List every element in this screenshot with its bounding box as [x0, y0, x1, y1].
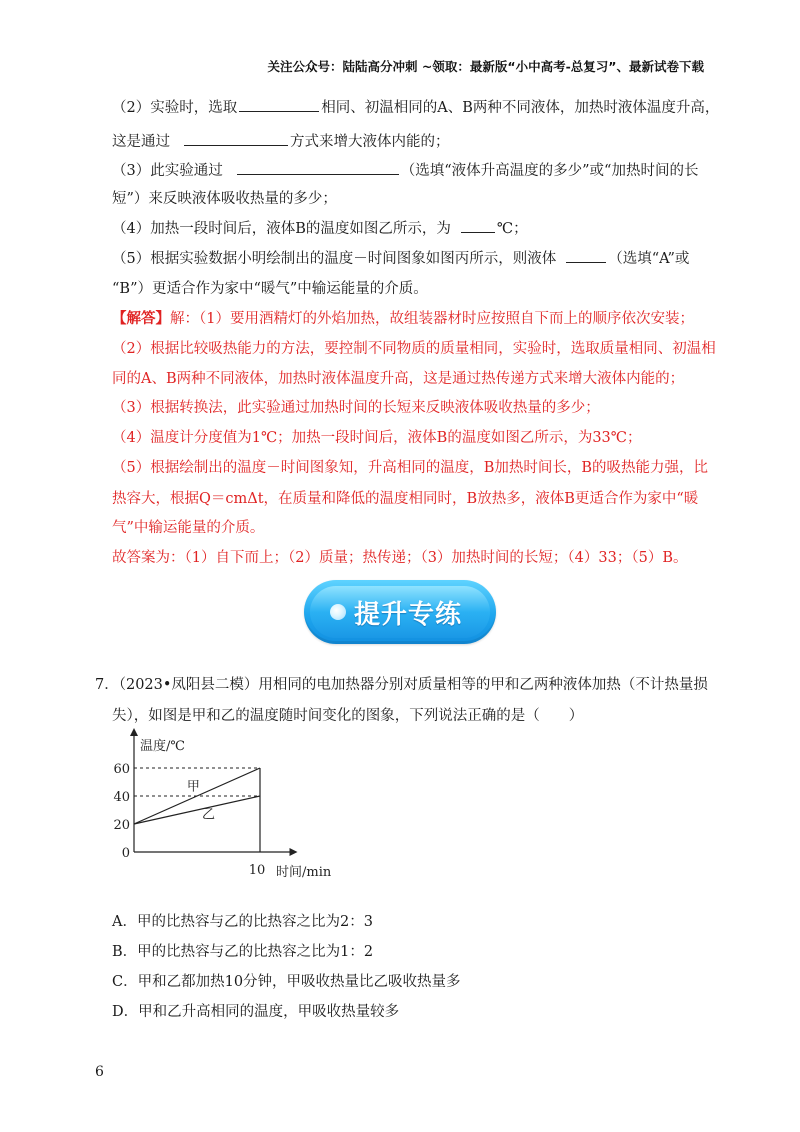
x-axis-arrow — [290, 848, 298, 856]
option-b[interactable]: B．甲的比热容与乙的比热容之比为1：2 — [112, 944, 374, 960]
question-5-line-2: “B”）更适合作为家中“暖气”中输运能量的介质。 — [112, 281, 428, 297]
question-5-line-1: （5）根据实验数据小明绘制出的温度－时间图象如图丙所示，则液体 （选填“A”或 — [112, 248, 689, 269]
answer-line-1: 【解答】解：（1）要用酒精灯的外焰加热，故组装器材时应按照自下而上的顺序依次安装； — [112, 310, 694, 327]
answer-blank[interactable] — [566, 248, 606, 263]
badge-label: 提升专练 — [354, 600, 463, 630]
answer-line-2: （2）根据比较吸热能力的方法，要控制不同物质的质量相同，实验时，选取质量相同、初温相 — [112, 341, 716, 357]
x-tick-label: 10 — [248, 863, 266, 878]
bubble-icon — [330, 604, 346, 620]
y-axis-arrow — [130, 728, 138, 736]
question-4-line: （4）加热一段时间后，液体B的温度如图乙所示，为 ℃； — [112, 218, 528, 239]
temperature-time-chart — [110, 728, 370, 884]
answer-line-7: 热容大，根据Q＝cmΔt，在质量和降低的温度相同时，B放热多，液体B更适合作为家中“暖 — [112, 491, 699, 507]
question-7-line-2: 失），如图是甲和乙的温度随时间变化的图象，下列说法正确的是（ ） — [112, 708, 584, 724]
x-axis-label: 时间/min — [276, 865, 332, 880]
y-tick-label: 60 — [113, 762, 130, 777]
question-2-line-2: 这是通过 方式来增大液体内能的； — [112, 131, 450, 152]
final-answer: 故答案为：（1）自下而上；（2）质量；热传递；（3）加热时间的长短；（4）33；（5）B。 — [112, 550, 688, 566]
practice-badge — [304, 580, 496, 644]
y-tick-label: 40 — [113, 790, 130, 805]
question-3-line-1: （3）此实验通过 （选填“液体升高温度的多少”或“加热时间的长 — [112, 160, 698, 181]
answer-line-6: （5）根据绘制出的温度－时间图象知，升高相同的温度，B加热时间长，B的吸热能力强，比 — [112, 460, 709, 476]
answer-line-4: （3）根据转换法，此实验通过加热时间的长短来反映液体吸收热量的多少； — [112, 400, 600, 416]
answer-blank[interactable] — [239, 97, 319, 112]
series-label: 乙 — [202, 807, 216, 823]
page-number: 6 — [95, 1064, 104, 1080]
answer-line-5: （4）温度计分度值为1℃；加热一段时间后，液体B的温度如图乙所示，为33℃； — [112, 430, 642, 446]
question-3-line-2: 短”）来反映液体吸收热量的多少； — [112, 191, 337, 207]
series-label: 甲 — [186, 779, 200, 795]
answer-blank[interactable] — [184, 131, 288, 146]
series-line — [134, 796, 260, 824]
option-c[interactable]: C．甲和乙都加热10分钟，甲吸收热量比乙吸收热量多 — [112, 974, 461, 990]
y-axis-label: 温度/℃ — [140, 739, 185, 754]
option-d[interactable]: D．甲和乙升高相同的温度，甲吸收热量较多 — [112, 1004, 400, 1020]
question-2-line-1: （2）实验时，选取 相同、初温相同的A、B两种不同液体，加热时液体温度升高， — [112, 97, 719, 118]
answer-tag: 【解答】 — [112, 310, 170, 327]
answer-line-8: 气”中输运能量的介质。 — [112, 520, 265, 536]
y-tick-label: 0 — [121, 846, 130, 861]
question-7-line-1: 7．（2023•凤阳县二模）用相同的电加热器分别对质量相等的甲和乙两种液体加热（不计热量损 — [95, 677, 708, 693]
option-a[interactable]: A．甲的比热容与乙的比热容之比为2：3 — [112, 914, 373, 930]
answer-blank[interactable] — [461, 218, 495, 233]
answer-line-3: 同的A、B两种不同液体，加热时液体温度升高，这是通过热传递方式来增大液体内能的； — [112, 371, 685, 387]
page-header: 关注公众号：陆陆高分冲刺 ~领取：最新版“小中高考-总复习”、最新试卷下载 — [267, 59, 704, 74]
answer-blank[interactable] — [237, 160, 399, 175]
y-tick-label: 20 — [113, 818, 130, 833]
